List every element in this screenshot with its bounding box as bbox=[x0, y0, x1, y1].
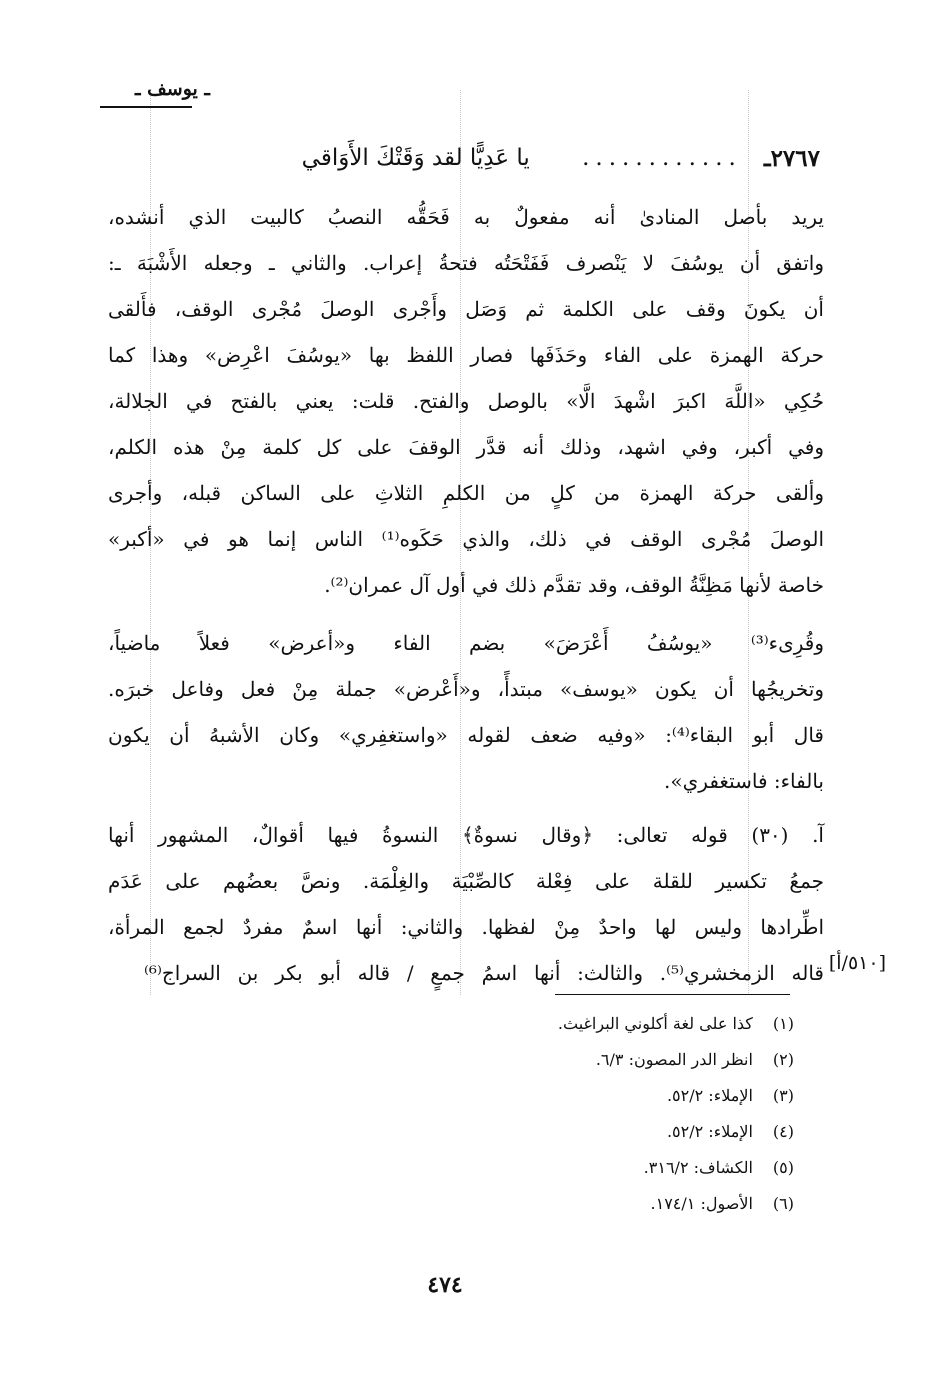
text-line: جمعُ تكسير للقلة على فِعْلة كالصِّبْيَة والغِلْمَة. ونصَّ بعضُهم على عَدَم bbox=[108, 869, 824, 893]
footnote-number: (٥) bbox=[772, 1158, 794, 1177]
manuscript-folio-marker: [٥١٠/أ] bbox=[828, 952, 886, 974]
footnote-number: (٣) bbox=[772, 1086, 794, 1105]
footnote-number: (٤) bbox=[772, 1122, 794, 1141]
header-rule bbox=[100, 106, 192, 108]
text-line: وألقى حركة الهمزة من كلٍ من الكلمِ الثلاثِ على الساكن قبله، وأجرى bbox=[108, 481, 824, 505]
footnote-number: (١) bbox=[772, 1014, 794, 1033]
verse-number: ٢٧٦٧ـ bbox=[763, 144, 820, 172]
text-line: حركة الهمزة على الفاء وحَذَفَها فصار اللفظ بها «يوسُفَ اعْرِض» وهذا كما bbox=[108, 343, 824, 367]
footnote-item bbox=[480, 1006, 794, 1042]
text-line: وتخريجُها أن يكون «يوسف» مبتدأً، و«أَعْرض» جملة مِنْ فعل وفاعل خبرَه. bbox=[108, 677, 824, 701]
text-line: وقُرِىء⁽³⁾ «يوسُفُ أَعْرَضَ» بضم الفاء و«أعرض» فعلاً ماضياً، bbox=[108, 631, 824, 655]
paragraph-2 bbox=[108, 620, 824, 804]
running-header: ـ يوسف ـ bbox=[134, 78, 210, 100]
text-line: الوصلَ مُجْرى الوقف في ذلك، والذي حَكَوه⁽¹⁾ الناس إنما هو في «أكبر» bbox=[108, 527, 824, 551]
text-line: خاصة لأنها مَظِنَّةُ الوقف، وقد تقدَّم ذلك في أول آل عمران⁽²⁾. bbox=[324, 573, 824, 597]
footnote-item bbox=[480, 1186, 794, 1222]
text-line: بالفاء: فاستغفري». bbox=[664, 769, 824, 793]
text-line: يريد بأصل المنادىٰ أنه مفعولٌ به فَحَقُّه النصبُ كالبيت الذي أنشده، bbox=[108, 205, 824, 229]
text-line: قاله الزمخشري⁽⁵⁾. والثالث: أنها اسمُ جمعٍ / قاله أبو بكر بن السراج⁽⁶⁾ bbox=[144, 961, 824, 985]
footnote-separator bbox=[555, 994, 790, 995]
footnote-text: انظر الدر المصون: ٦/٣. bbox=[595, 1050, 753, 1069]
footnote-text: الإملاء: ٥٢/٢. bbox=[666, 1122, 753, 1141]
text-line: وفي أكبر، وفي اشهد، وذلك أنه قدَّر الوقفَ على كل كلمة مِنْ هذه الكلم، bbox=[108, 435, 824, 459]
poetry-verse bbox=[110, 138, 820, 178]
footnote-text: الإملاء: ٥٢/٢. bbox=[666, 1086, 753, 1105]
footnote-item bbox=[480, 1042, 794, 1078]
footnote-text: الكشاف: ٣١٦/٢. bbox=[643, 1158, 753, 1177]
text-line: واتفق أن يوسُفَ لا يَنْصرف فَفَتْحَتُه فتحةُ إعراب. والثاني ـ وجعله الأَشْبَهَ ـ: bbox=[108, 251, 824, 275]
paragraph-3 bbox=[108, 812, 824, 996]
footnote-number: (٢) bbox=[772, 1050, 794, 1069]
footnote-item bbox=[480, 1150, 794, 1186]
footnote-text: كذا على لغة أكلوني البراغيث. bbox=[557, 1014, 753, 1033]
text-line: آ. (٣٠) قوله تعالى: ﴿وقال نسوةٌ﴾ النسوةُ فيها أقوالٌ، المشهور أنها bbox=[108, 823, 824, 847]
text-line: اطِّرادها وليس لها واحدٌ مِنْ لفظها. والثاني: أنها اسمٌ مفردٌ لجمع المرأة، bbox=[108, 915, 824, 939]
page-number: ٤٧٤ bbox=[427, 1272, 463, 1298]
verse-ellipsis: ............ bbox=[582, 145, 742, 171]
footnote-item bbox=[480, 1078, 794, 1114]
footnote-text: الأصول: ١٧٤/١. bbox=[650, 1194, 753, 1213]
text-line: أن يكونَ وقف على الكلمة ثم وَصَل وأَجْرى الوصلَ مُجْرى الوقف، فأَلقى bbox=[108, 297, 824, 321]
text-line: قال أبو البقاء⁽⁴⁾: «وفيه ضعف لقوله «واستغفِري» وكان الأشبهُ أن يكون bbox=[108, 723, 824, 747]
footnote-number: (٦) bbox=[772, 1194, 794, 1213]
text-line: حُكِي «اللَّهَ اكبرَ اشْهدَ الَّا» بالوصل والفتح. قلت: يعني بالفتح في الجلالة، bbox=[108, 389, 824, 413]
paragraph-1 bbox=[108, 194, 824, 608]
footnotes bbox=[480, 1006, 794, 1222]
footnote-item bbox=[480, 1114, 794, 1150]
verse-text: يا عَدِيًّا لقد وَقَتْكَ الأَوَاقي bbox=[301, 145, 530, 171]
